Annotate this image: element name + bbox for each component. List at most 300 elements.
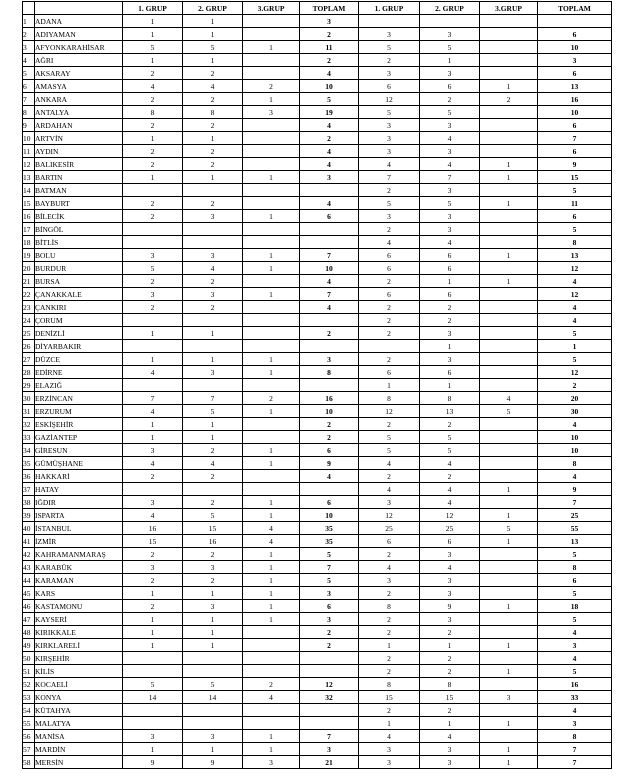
group-cell: 4 bbox=[359, 730, 420, 743]
group-cell: 3 bbox=[123, 730, 183, 743]
group-cell: 3 bbox=[359, 743, 420, 756]
city-name: BOLU bbox=[35, 249, 123, 262]
row-number: 38 bbox=[23, 496, 35, 509]
group-cell: 4 bbox=[243, 535, 300, 548]
group-cell: 1 bbox=[243, 93, 300, 106]
total-cell: 5 bbox=[300, 548, 359, 561]
group-cell: 5 bbox=[359, 106, 420, 119]
group-cell: 1 bbox=[123, 28, 183, 41]
group-cell bbox=[183, 236, 243, 249]
city-name: BURSA bbox=[35, 275, 123, 288]
total-cell: 4 bbox=[300, 67, 359, 80]
total-cell bbox=[300, 236, 359, 249]
group-cell: 3 bbox=[420, 743, 480, 756]
table-row bbox=[23, 587, 612, 600]
total-cell: 5 bbox=[538, 587, 612, 600]
group-cell: 2 bbox=[243, 80, 300, 93]
group-cell: 1 bbox=[480, 249, 538, 262]
group-cell bbox=[243, 431, 300, 444]
group-cell bbox=[243, 470, 300, 483]
row-number: 10 bbox=[23, 132, 35, 145]
group-cell: 1 bbox=[243, 561, 300, 574]
group-cell: 4 bbox=[359, 158, 420, 171]
header-col-6: 2. GRUP bbox=[420, 2, 480, 15]
group-cell bbox=[183, 652, 243, 665]
city-name: ARTVİN bbox=[35, 132, 123, 145]
group-cell: 3 bbox=[359, 496, 420, 509]
total-cell: 3 bbox=[300, 743, 359, 756]
table-row bbox=[23, 535, 612, 548]
city-name: GAZİANTEP bbox=[35, 431, 123, 444]
group-cell bbox=[480, 561, 538, 574]
group-cell: 3 bbox=[359, 145, 420, 158]
city-name: İZMİR bbox=[35, 535, 123, 548]
total-cell: 12 bbox=[538, 288, 612, 301]
group-cell: 4 bbox=[123, 457, 183, 470]
group-cell: 15 bbox=[420, 691, 480, 704]
city-name: ANTALYA bbox=[35, 106, 123, 119]
group-cell: 6 bbox=[359, 262, 420, 275]
row-number: 7 bbox=[23, 93, 35, 106]
city-name: AMASYA bbox=[35, 80, 123, 93]
city-name: ADANA bbox=[35, 15, 123, 28]
group-cell: 1 bbox=[480, 275, 538, 288]
total-cell: 4 bbox=[300, 275, 359, 288]
table-row bbox=[23, 119, 612, 132]
total-cell: 7 bbox=[300, 730, 359, 743]
group-cell: 1 bbox=[243, 600, 300, 613]
city-name: EDİRNE bbox=[35, 366, 123, 379]
group-cell: 1 bbox=[243, 730, 300, 743]
group-cell: 3 bbox=[359, 67, 420, 80]
total-cell: 4 bbox=[300, 145, 359, 158]
group-cell bbox=[183, 665, 243, 678]
group-cell bbox=[480, 301, 538, 314]
group-cell: 1 bbox=[123, 132, 183, 145]
city-name: KIRŞEHİR bbox=[35, 652, 123, 665]
header-col-4: TOPLAM bbox=[300, 2, 359, 15]
group-cell: 8 bbox=[359, 678, 420, 691]
total-cell: 35 bbox=[300, 522, 359, 535]
group-cell: 1 bbox=[480, 717, 538, 730]
city-name: ADIYAMAN bbox=[35, 28, 123, 41]
group-cell bbox=[243, 119, 300, 132]
group-cell: 1 bbox=[183, 353, 243, 366]
total-cell: 12 bbox=[538, 262, 612, 275]
group-cell bbox=[243, 639, 300, 652]
total-cell: 2 bbox=[300, 418, 359, 431]
row-number: 42 bbox=[23, 548, 35, 561]
group-cell bbox=[243, 158, 300, 171]
group-cell: 2 bbox=[123, 548, 183, 561]
table-row bbox=[23, 483, 612, 496]
row-number: 37 bbox=[23, 483, 35, 496]
table-row bbox=[23, 717, 612, 730]
group-cell: 16 bbox=[123, 522, 183, 535]
total-cell: 13 bbox=[538, 80, 612, 93]
group-cell: 1 bbox=[123, 353, 183, 366]
header-number bbox=[23, 2, 35, 15]
group-cell: 1 bbox=[183, 171, 243, 184]
group-cell bbox=[359, 15, 420, 28]
group-cell: 12 bbox=[359, 509, 420, 522]
table-row bbox=[23, 613, 612, 626]
group-cell: 7 bbox=[183, 392, 243, 405]
total-cell: 10 bbox=[538, 41, 612, 54]
group-cell: 12 bbox=[359, 93, 420, 106]
group-cell: 7 bbox=[359, 171, 420, 184]
total-cell: 1 bbox=[538, 340, 612, 353]
group-cell: 6 bbox=[420, 535, 480, 548]
city-name: KİLİS bbox=[35, 665, 123, 678]
group-cell: 1 bbox=[123, 15, 183, 28]
total-cell bbox=[300, 652, 359, 665]
city-name: IĞDIR bbox=[35, 496, 123, 509]
group-cell: 2 bbox=[183, 119, 243, 132]
total-cell: 12 bbox=[300, 678, 359, 691]
group-cell bbox=[243, 67, 300, 80]
group-cell bbox=[183, 379, 243, 392]
group-cell: 3 bbox=[183, 210, 243, 223]
city-name: BİLECİK bbox=[35, 210, 123, 223]
table-row bbox=[23, 28, 612, 41]
total-cell bbox=[300, 717, 359, 730]
group-cell bbox=[480, 379, 538, 392]
group-cell bbox=[480, 314, 538, 327]
group-cell: 2 bbox=[123, 197, 183, 210]
group-cell: 2 bbox=[359, 613, 420, 626]
group-cell: 25 bbox=[359, 522, 420, 535]
group-cell: 12 bbox=[359, 405, 420, 418]
total-cell: 8 bbox=[538, 730, 612, 743]
group-cell: 1 bbox=[420, 639, 480, 652]
group-cell bbox=[243, 314, 300, 327]
city-name: BAYBURT bbox=[35, 197, 123, 210]
group-cell: 3 bbox=[420, 223, 480, 236]
group-cell: 2 bbox=[183, 574, 243, 587]
group-cell: 5 bbox=[420, 197, 480, 210]
total-cell: 19 bbox=[300, 106, 359, 119]
total-cell: 10 bbox=[538, 106, 612, 119]
total-cell: 5 bbox=[538, 184, 612, 197]
total-cell bbox=[538, 15, 612, 28]
group-cell: 5 bbox=[420, 431, 480, 444]
city-name: GÜMÜŞHANE bbox=[35, 457, 123, 470]
group-cell: 1 bbox=[183, 626, 243, 639]
row-number: 56 bbox=[23, 730, 35, 743]
total-cell: 55 bbox=[538, 522, 612, 535]
group-cell bbox=[420, 15, 480, 28]
total-cell: 7 bbox=[538, 743, 612, 756]
total-cell: 4 bbox=[538, 626, 612, 639]
group-cell: 5 bbox=[183, 41, 243, 54]
group-cell: 2 bbox=[359, 587, 420, 600]
group-cell bbox=[183, 483, 243, 496]
table-row bbox=[23, 405, 612, 418]
total-cell: 7 bbox=[300, 561, 359, 574]
group-cell bbox=[480, 418, 538, 431]
table-row bbox=[23, 431, 612, 444]
group-cell: 1 bbox=[243, 171, 300, 184]
total-cell: 6 bbox=[300, 600, 359, 613]
group-cell bbox=[243, 275, 300, 288]
group-cell: 4 bbox=[359, 483, 420, 496]
group-cell bbox=[480, 574, 538, 587]
group-cell: 2 bbox=[123, 93, 183, 106]
row-number: 53 bbox=[23, 691, 35, 704]
row-number: 45 bbox=[23, 587, 35, 600]
row-number: 52 bbox=[23, 678, 35, 691]
total-cell: 30 bbox=[538, 405, 612, 418]
group-cell bbox=[183, 314, 243, 327]
city-name: KIRKLARELİ bbox=[35, 639, 123, 652]
total-cell: 5 bbox=[538, 223, 612, 236]
city-name: KIRIKKALE bbox=[35, 626, 123, 639]
row-number: 3 bbox=[23, 41, 35, 54]
group-cell: 3 bbox=[183, 600, 243, 613]
header-col-7: 3.GRUP bbox=[480, 2, 538, 15]
city-name: MALATYA bbox=[35, 717, 123, 730]
row-number: 17 bbox=[23, 223, 35, 236]
header-row bbox=[23, 2, 612, 15]
total-cell: 10 bbox=[300, 405, 359, 418]
group-cell: 2 bbox=[123, 145, 183, 158]
group-cell: 2 bbox=[359, 626, 420, 639]
group-cell bbox=[480, 262, 538, 275]
total-cell: 5 bbox=[538, 665, 612, 678]
table-row bbox=[23, 457, 612, 470]
total-cell: 4 bbox=[538, 704, 612, 717]
table-row bbox=[23, 132, 612, 145]
group-cell: 1 bbox=[243, 41, 300, 54]
table-row bbox=[23, 561, 612, 574]
group-cell: 6 bbox=[359, 249, 420, 262]
row-number: 9 bbox=[23, 119, 35, 132]
group-cell bbox=[480, 587, 538, 600]
row-number: 21 bbox=[23, 275, 35, 288]
group-cell: 1 bbox=[480, 535, 538, 548]
group-cell: 1 bbox=[183, 28, 243, 41]
table-row bbox=[23, 652, 612, 665]
group-cell: 1 bbox=[359, 379, 420, 392]
group-cell bbox=[480, 184, 538, 197]
group-cell: 2 bbox=[183, 275, 243, 288]
group-cell: 1 bbox=[420, 54, 480, 67]
table-row bbox=[23, 236, 612, 249]
table-row bbox=[23, 275, 612, 288]
group-cell: 6 bbox=[420, 80, 480, 93]
group-cell: 3 bbox=[123, 288, 183, 301]
total-cell: 3 bbox=[300, 171, 359, 184]
table-row bbox=[23, 184, 612, 197]
group-cell bbox=[123, 314, 183, 327]
city-name: MANİSA bbox=[35, 730, 123, 743]
group-cell: 4 bbox=[420, 236, 480, 249]
table-row bbox=[23, 626, 612, 639]
group-cell: 15 bbox=[183, 522, 243, 535]
group-cell: 3 bbox=[243, 756, 300, 769]
row-number: 36 bbox=[23, 470, 35, 483]
total-cell bbox=[300, 483, 359, 496]
group-cell: 3 bbox=[420, 587, 480, 600]
table-row bbox=[23, 548, 612, 561]
group-cell: 6 bbox=[420, 366, 480, 379]
group-cell bbox=[123, 379, 183, 392]
group-cell: 2 bbox=[359, 54, 420, 67]
group-cell: 1 bbox=[480, 197, 538, 210]
table-row bbox=[23, 743, 612, 756]
total-cell: 4 bbox=[300, 301, 359, 314]
total-cell: 16 bbox=[538, 678, 612, 691]
city-name: BALIKESİR bbox=[35, 158, 123, 171]
city-name: ISPARTA bbox=[35, 509, 123, 522]
group-cell bbox=[243, 418, 300, 431]
group-cell bbox=[243, 223, 300, 236]
row-number: 31 bbox=[23, 405, 35, 418]
group-cell: 1 bbox=[480, 483, 538, 496]
group-cell: 3 bbox=[420, 184, 480, 197]
group-cell: 1 bbox=[123, 743, 183, 756]
group-cell: 4 bbox=[420, 483, 480, 496]
group-cell: 2 bbox=[420, 665, 480, 678]
group-cell: 1 bbox=[123, 54, 183, 67]
total-cell: 5 bbox=[538, 353, 612, 366]
group-cell: 2 bbox=[359, 470, 420, 483]
group-cell: 3 bbox=[420, 613, 480, 626]
group-cell: 1 bbox=[243, 457, 300, 470]
group-cell: 4 bbox=[183, 80, 243, 93]
group-cell bbox=[183, 223, 243, 236]
total-cell: 13 bbox=[538, 535, 612, 548]
group-cell: 3 bbox=[420, 28, 480, 41]
group-cell bbox=[480, 470, 538, 483]
table-row bbox=[23, 262, 612, 275]
total-cell: 13 bbox=[538, 249, 612, 262]
group-cell bbox=[243, 717, 300, 730]
row-number: 44 bbox=[23, 574, 35, 587]
table-row bbox=[23, 223, 612, 236]
total-cell: 3 bbox=[538, 54, 612, 67]
city-name: BURDUR bbox=[35, 262, 123, 275]
group-cell bbox=[480, 236, 538, 249]
row-number: 11 bbox=[23, 145, 35, 158]
group-cell: 8 bbox=[183, 106, 243, 119]
row-number: 32 bbox=[23, 418, 35, 431]
group-cell: 4 bbox=[359, 236, 420, 249]
group-cell bbox=[480, 431, 538, 444]
group-cell: 6 bbox=[359, 288, 420, 301]
city-name: BARTIN bbox=[35, 171, 123, 184]
group-cell: 1 bbox=[480, 80, 538, 93]
group-cell bbox=[183, 184, 243, 197]
group-cell: 1 bbox=[123, 626, 183, 639]
group-cell bbox=[243, 652, 300, 665]
total-cell: 6 bbox=[300, 210, 359, 223]
group-cell bbox=[243, 197, 300, 210]
group-cell: 5 bbox=[183, 509, 243, 522]
table-row bbox=[23, 67, 612, 80]
city-name: KASTAMONU bbox=[35, 600, 123, 613]
total-cell: 5 bbox=[300, 93, 359, 106]
row-number: 49 bbox=[23, 639, 35, 652]
city-name: MARDİN bbox=[35, 743, 123, 756]
total-cell: 32 bbox=[300, 691, 359, 704]
group-cell: 12 bbox=[420, 509, 480, 522]
total-cell: 25 bbox=[538, 509, 612, 522]
group-cell bbox=[123, 665, 183, 678]
row-number: 15 bbox=[23, 197, 35, 210]
group-cell bbox=[480, 327, 538, 340]
group-cell: 3 bbox=[123, 249, 183, 262]
header-col-3: 3.GRUP bbox=[243, 2, 300, 15]
group-cell: 1 bbox=[183, 587, 243, 600]
group-cell: 15 bbox=[359, 691, 420, 704]
group-cell: 1 bbox=[123, 613, 183, 626]
group-cell: 1 bbox=[183, 15, 243, 28]
group-cell: 1 bbox=[183, 418, 243, 431]
group-cell: 1 bbox=[480, 756, 538, 769]
group-cell: 2 bbox=[183, 444, 243, 457]
group-cell bbox=[480, 353, 538, 366]
total-cell: 4 bbox=[300, 158, 359, 171]
group-cell: 2 bbox=[420, 314, 480, 327]
table-row bbox=[23, 665, 612, 678]
city-name: AKSARAY bbox=[35, 67, 123, 80]
group-cell bbox=[243, 184, 300, 197]
group-cell bbox=[243, 145, 300, 158]
group-cell: 1 bbox=[480, 743, 538, 756]
total-cell bbox=[300, 665, 359, 678]
group-cell bbox=[480, 548, 538, 561]
total-cell: 4 bbox=[300, 470, 359, 483]
group-cell: 2 bbox=[420, 626, 480, 639]
group-cell bbox=[480, 288, 538, 301]
city-name: ANKARA bbox=[35, 93, 123, 106]
row-number: 55 bbox=[23, 717, 35, 730]
group-cell bbox=[359, 340, 420, 353]
group-cell: 1 bbox=[243, 405, 300, 418]
group-cell: 3 bbox=[420, 574, 480, 587]
group-cell bbox=[183, 717, 243, 730]
group-cell: 1 bbox=[243, 743, 300, 756]
city-name: BİTLİS bbox=[35, 236, 123, 249]
group-cell: 4 bbox=[420, 158, 480, 171]
header-col-1: 1. GRUP bbox=[123, 2, 183, 15]
group-cell: 2 bbox=[123, 470, 183, 483]
total-cell: 4 bbox=[300, 119, 359, 132]
group-cell: 2 bbox=[123, 67, 183, 80]
table-row bbox=[23, 496, 612, 509]
table-row bbox=[23, 691, 612, 704]
total-cell: 3 bbox=[538, 639, 612, 652]
group-cell bbox=[183, 340, 243, 353]
group-cell bbox=[123, 236, 183, 249]
table-row bbox=[23, 379, 612, 392]
total-cell: 6 bbox=[300, 496, 359, 509]
total-cell: 15 bbox=[538, 171, 612, 184]
table-row bbox=[23, 145, 612, 158]
table-row bbox=[23, 704, 612, 717]
group-cell bbox=[480, 106, 538, 119]
group-cell bbox=[480, 210, 538, 223]
group-cell: 2 bbox=[123, 119, 183, 132]
group-cell: 5 bbox=[420, 106, 480, 119]
group-cell: 1 bbox=[183, 613, 243, 626]
group-cell: 5 bbox=[183, 405, 243, 418]
group-cell bbox=[123, 717, 183, 730]
group-cell bbox=[480, 704, 538, 717]
header-col-8: TOPLAM bbox=[538, 2, 612, 15]
